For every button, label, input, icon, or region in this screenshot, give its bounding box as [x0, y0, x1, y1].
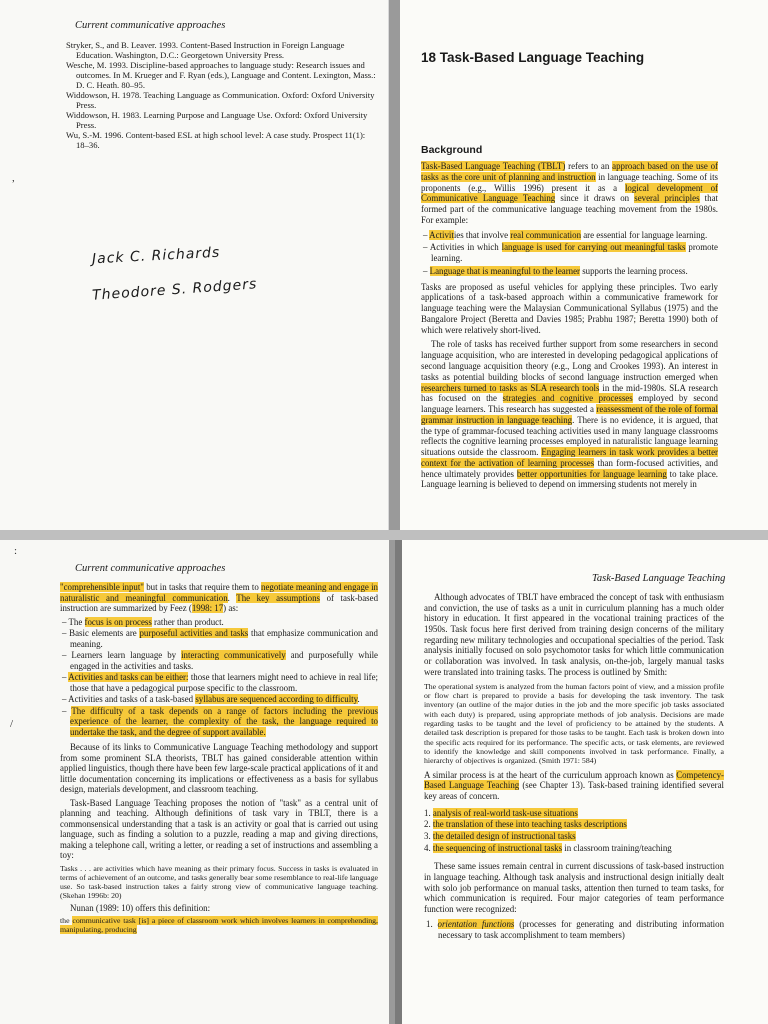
list-item: [421, 266, 718, 277]
highlighted-text: Activities and tasks can be either:: [68, 672, 189, 682]
highlighted-text: communicative task [is] a piece of classroom work which involves learners in comprehending, manipulating, producing: [60, 916, 378, 935]
running-header: Current communicative approaches: [75, 20, 226, 31]
bullet-dash: –: [423, 265, 428, 276]
text-run: that emphasize communication and meaning.: [70, 628, 378, 649]
highlighted-text: language is used for carrying out meaningful tasks: [501, 242, 686, 253]
section-heading: Background: [421, 144, 483, 156]
book-spine-lower: [395, 540, 402, 1024]
text-run: (processes for generating and distributing information necessary to task accomplishment to team members): [438, 918, 725, 940]
highlighted-text: Competency-Based Language Teaching: [424, 769, 724, 791]
list-item: [60, 617, 378, 628]
running-header: Task-Based Language Teaching: [592, 573, 726, 584]
paragraph: Tasks are proposed as useful vehicles for applying these principles. Two early applications of a task-based approach within a communicative framework for language teaching were the Malaysian Communicational Syllabus (1975) and the Bangalore Project (Beretta and Davies 1985; Prabhu 1987; Beretta 1990) both of which were relatively short-lived.: [421, 281, 718, 335]
paragraph: Nunan (1989: 10) offers this definition:: [70, 902, 211, 913]
text-run: in classroom training/teaching: [562, 842, 672, 853]
list-item: [60, 694, 378, 705]
list-item: [424, 843, 724, 854]
highlighted-text: focus is on process: [84, 616, 152, 627]
paragraph: [424, 770, 724, 802]
list-item: [421, 230, 718, 241]
bullet-list: [421, 230, 718, 277]
text-run: promote learning.: [431, 242, 718, 264]
highlighted-text: the detailed design of instructional tasks: [432, 831, 576, 842]
highlighted-text: interacting communicatively: [181, 650, 286, 660]
text-run: – Learners learn language by: [62, 650, 182, 660]
text-run: ) as:: [223, 603, 239, 613]
highlighted-text: logical development of Communicative Language Teaching: [421, 182, 719, 204]
highlighted-text: Task-Based Language Teaching (TBLT): [421, 161, 566, 171]
running-header: Current communicative approaches: [75, 563, 226, 574]
scan-mark: /: [10, 718, 14, 730]
paragraph: [60, 582, 378, 614]
text-run: those that learners might need to achieve in real life; those that have a pedagogical purpose specific to the classroom.: [70, 672, 379, 693]
highlighted-text: Language that is meaningful to the learner: [429, 265, 580, 276]
highlighted-text: 1998: 17: [191, 603, 224, 613]
paragraph: These same issues remain central in current discussions of task-based instruction in language teaching. Although task analysis and instructional design initially dealt with solo job performance on manual tasks, attention then turned to team tasks, for which communication is required. Four major categories of team performance function were recognized:: [424, 861, 724, 915]
text-run: – Activities and tasks of a task-based: [62, 694, 196, 704]
highlighted-text: orientation functions: [437, 918, 515, 929]
reference-list: [66, 40, 376, 151]
highlighted-text: analysis of real-world task-use situations: [432, 807, 578, 818]
highlighted-text: negotiate meaning and engage in naturalistic and meaningful communication: [60, 582, 378, 603]
numbered-list: [424, 808, 724, 854]
text-run: refers to an: [565, 161, 613, 171]
text-run: in language teaching. Some of its proponents (e.g., Willis 1996) present it as a: [421, 171, 718, 193]
reference-item: Wu, S.-M. 1996. Content-based ESL at high school level: A case study. Prospect 11(1): 18–36.: [66, 130, 366, 151]
text-run: (see Chapter 13). Task-based training identified several key areas of concern.: [424, 780, 724, 801]
paragraph: Task-Based Language Teaching proposes the notion of "task" as a central unit of planning and teaching. Although definitions of task vary in TBLT, there is a commonsensical understanding that a task is an activity or goal that is carried out using language, such as finding a solution to a puzzle, reading a map and giving directions, making a telephone call, writing a letter, or reading a set of instructions and assembling a toy:: [60, 797, 378, 860]
list-number: 2.: [424, 819, 431, 830]
list-number: 3.: [424, 831, 431, 842]
text-run: rather than product.: [151, 616, 224, 627]
list-item: [60, 628, 378, 649]
text-run: to take place. Language learning is believed to depend on immersing students not merely in: [421, 468, 719, 490]
list-item: [424, 808, 724, 819]
scan-mark: :: [14, 545, 18, 557]
highlighted-text: strategies and cognitive processes: [502, 393, 633, 404]
text-run: in the mid-1980s. SLA research has focused on the: [421, 382, 718, 404]
list-item: [424, 831, 724, 842]
handwritten-signature: Jack C. Richards: [91, 244, 221, 268]
list-number: 1.: [426, 918, 433, 929]
text-run: are essential for language learning.: [581, 229, 708, 240]
chapter-title: 18 Task-Based Language Teaching: [421, 50, 645, 65]
highlighted-text: Activit: [429, 229, 454, 240]
block-quote: The operational system is analyzed from the human factors point of view, and a mission profile or flow chart is prepared to provide a basis for developing the task inventory. The task inventory (an outline of the major duties in the job and the more specific job tasks associated with each duty) is prepared, using appropriate methods of job analysis. Decisions are made regarding tasks to be taught and the level of proficiency to be attained by the students. A detailed task description is prepared for those tasks to be taught. Each task is broken down into the specific acts required for its performance. The specific acts, or task elements, are reviewed to identify the knowledge and skill components involved in task performance. Finally, a hierarchy of objectives is organized. (Smith 1971: 584): [424, 681, 724, 766]
reference-item: Widdowson, H. 1978. Teaching Language as Communication. Oxford: Oxford University Press.: [66, 90, 375, 111]
handwritten-signature: Theodore S. Rodgers: [91, 276, 258, 304]
highlighted-text: "comprehensible input": [60, 582, 144, 592]
highlighted-text: better opportunities for language learning: [516, 468, 667, 479]
highlighted-text: Engaging learners in task work provides a better context for the activation of learning processes: [421, 447, 718, 468]
highlighted-text: The difficulty of a task depends on a range of factors including the previous experience of the learner, the complexity of the task, the language required to undertake the task, and the degree of support available.: [70, 705, 378, 737]
body-text: [60, 582, 378, 937]
list-item: [60, 672, 378, 693]
text-run: –: [62, 672, 69, 682]
paragraph: [424, 919, 724, 940]
list-item: [424, 819, 724, 830]
paragraph: [421, 339, 718, 490]
list-item: [421, 242, 718, 264]
text-run: A similar process is at the heart of the curriculum approach known as: [424, 769, 677, 780]
reference-item: Wesche, M. 1993. Discipline-based approaches to language study: Research issues and outcomes. In M. Krueger and F. Ryan (eds.), Language and Content. Lexington, Mass.: D. C. Heath. 80–95.: [66, 60, 376, 91]
text-run: but in tasks that require them to: [143, 582, 262, 592]
highlighted-text: researchers turned to tasks as SLA research tools: [421, 382, 600, 393]
highlighted-text: The key assumptions: [236, 592, 320, 603]
reference-item: Widdowson, H. 1983. Learning Purpose and Language Use. Oxford: Oxford University Press.: [66, 110, 368, 131]
text-run: Activities in which: [429, 242, 502, 253]
highlighted-text: reassessment of the role of formal grammar instruction in language teaching: [421, 404, 718, 425]
paragraph: Although advocates of TBLT have embraced the concept of task with enthusiasm and conviction, the use of tasks as a unit in curriculum planning has a much older history in education. It first appeared in the vocational training practices of the 1950s. Task focus here first derived from training design concerns of the military regarding new military technologies and occupational specialties of the period. Task analysis initially focused on solo psychomotor tasks for which little communication or collaboration was involved. In task analysis, on-the-job, largely manual tasks were translated into training tasks. The process is outlined by Smith:: [424, 592, 724, 677]
text-run: – Basic elements are: [62, 628, 140, 638]
text-run: . There is no evidence, it is argued, that the type of grammar-focused teaching activities used in many language classrooms reflects the cognitive learning processes employed in naturalistic language learning situations outside the classroom.: [421, 414, 718, 458]
highlighted-text: syllabus are sequenced according to difficulty: [195, 694, 358, 704]
bullet-dash: –: [423, 242, 428, 253]
list-item: [60, 650, 378, 671]
highlighted-text: real communication: [510, 229, 582, 240]
highlighted-text: the sequencing of instructional tasks: [432, 842, 563, 853]
text-run: that formed part of the communicative language teaching movement from the 1980s. For example:: [421, 193, 718, 225]
list-item: [60, 706, 378, 738]
body-text: [424, 592, 724, 944]
text-run: –: [62, 705, 72, 716]
block-quote: [60, 916, 378, 934]
scan-fold: [0, 530, 768, 540]
list-number: 1.: [424, 807, 431, 818]
text-run: employed by second language learners. This research has suggested a: [421, 393, 718, 415]
text-run: than form-focused activities, and hence ultimately provides: [421, 457, 718, 479]
text-run: of task-based instruction are summarized by Feez (: [60, 592, 379, 613]
highlighted-text: several principles: [634, 193, 700, 204]
text-run: the: [60, 916, 73, 926]
paragraph: [421, 161, 718, 226]
body-text: [421, 161, 718, 494]
list-number: 4.: [424, 842, 431, 853]
text-run: since it draws on: [555, 193, 635, 204]
text-run: supports the learning process.: [579, 265, 688, 276]
block-quote: Tasks . . . are activities which have meaning as their primary focus. Success in tasks is evaluated in terms of achievement of an outcome, and tasks generally bear some resemblance to real-life language use. So task-based instruction takes a fairly strong view of communicative language teaching. (Skehan 1996b: 20): [60, 863, 378, 900]
text-run: .: [227, 592, 237, 603]
bullet-dash: –: [423, 229, 428, 240]
text-run: The role of tasks has received further support from some researchers in second language acquisition, who are interested in developing pedagogical applications of second language acquisition theory (e.g., Long and Crookes 1993). An interest in tasks as potential building blocks of second language instruction emerged when: [421, 339, 718, 382]
text-run: – The: [62, 616, 85, 627]
text-run: .: [357, 694, 360, 704]
highlighted-text: purposeful activities and tasks: [139, 628, 249, 638]
highlighted-text: approach based on the use of tasks as the core unit of planning and instruction: [421, 161, 719, 182]
reference-item: Stryker, S., and B. Leaver. 1993. Content-Based Instruction in Foreign Language Education. Washington, D.C.: Georgetown University Press.: [66, 40, 345, 61]
text-run: ies that involve: [453, 229, 511, 240]
scan-mark: ,: [12, 172, 15, 184]
paragraph: Because of its links to Communicative Language Teaching methodology and support from some prominent SLA theorists, TBLT has gained considerable attention within applied linguistics, though there have been few large-scale practical applications of it and little documentation concerning its implications or effectiveness as a basis for syllabus design, materials development, and classroom teaching.: [60, 742, 378, 794]
highlighted-text: the translation of these into teaching tasks descriptions: [432, 819, 627, 830]
text-run: and purposefully while engaged in the activities and tasks.: [70, 650, 379, 671]
bullet-list: [60, 617, 378, 738]
